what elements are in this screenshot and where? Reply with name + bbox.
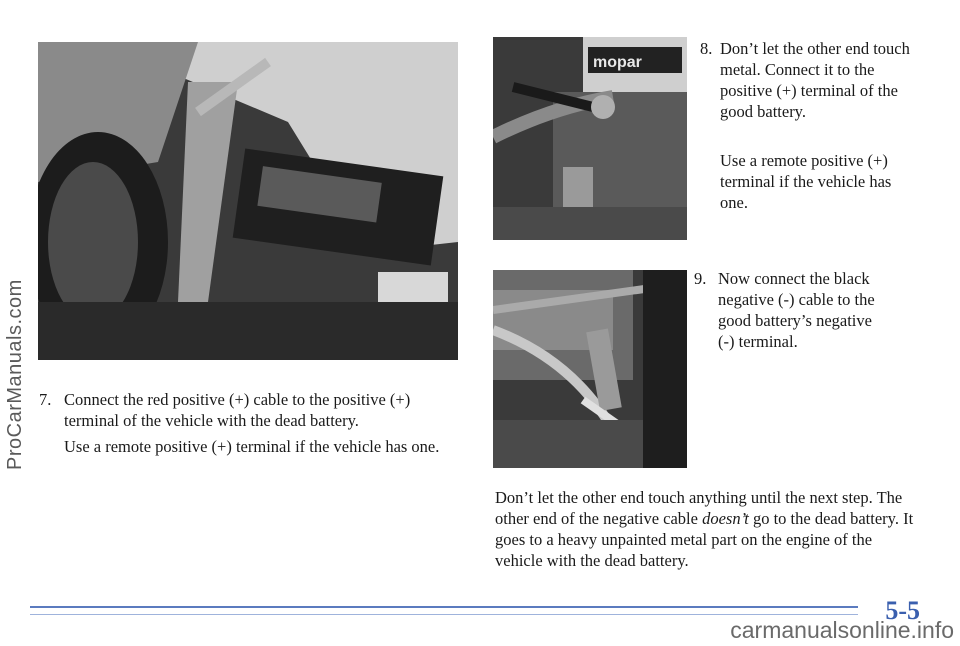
page-number: 5-5 [885,596,920,625]
step-9-number: 9. [694,269,707,288]
step-7-text: Connect the red positive (+) cable to the positive (+) terminal of the vehicle with the dead battery. [64,390,411,430]
step-8-number: 8. [700,39,713,58]
step-7-number: 7. [39,390,52,409]
step-8-text: Don’t let the other end touch metal. Connect it to the positive (+) terminal of the good battery. [720,39,910,121]
caution-paragraph [495,487,915,571]
watermark-procarmanuals: ProCarManuals.com [4,279,26,470]
caution-text-end: go to the dead battery. It goes to a heavy unpainted metal part on the engine of the vehicle with the dead battery. [495,509,914,570]
photo-positive-clamp-good-battery [493,37,687,240]
step-9-text: Now connect the black negative (-) cable to the good battery’s negative (-) terminal. [718,269,875,351]
caution-emphasis: doesn’t [702,509,749,528]
footer-rule-top [30,606,858,608]
photo-engine-bay-red-cable [38,42,458,360]
caution-text-start: Don’t let the other end touch anything until the next step. The other end of the negative cable [495,488,903,528]
battery-label: mopar [593,54,642,71]
step-8-note: Use a remote positive (+) terminal if the vehicle has one. [720,151,892,212]
watermark-carmanualsonline: carmanualsonline.info [730,617,954,643]
photo-negative-clamp-good-battery [493,270,687,468]
footer-rule-bottom [30,614,858,615]
step-7-note: Use a remote positive (+) terminal if the vehicle has one. [64,437,440,456]
